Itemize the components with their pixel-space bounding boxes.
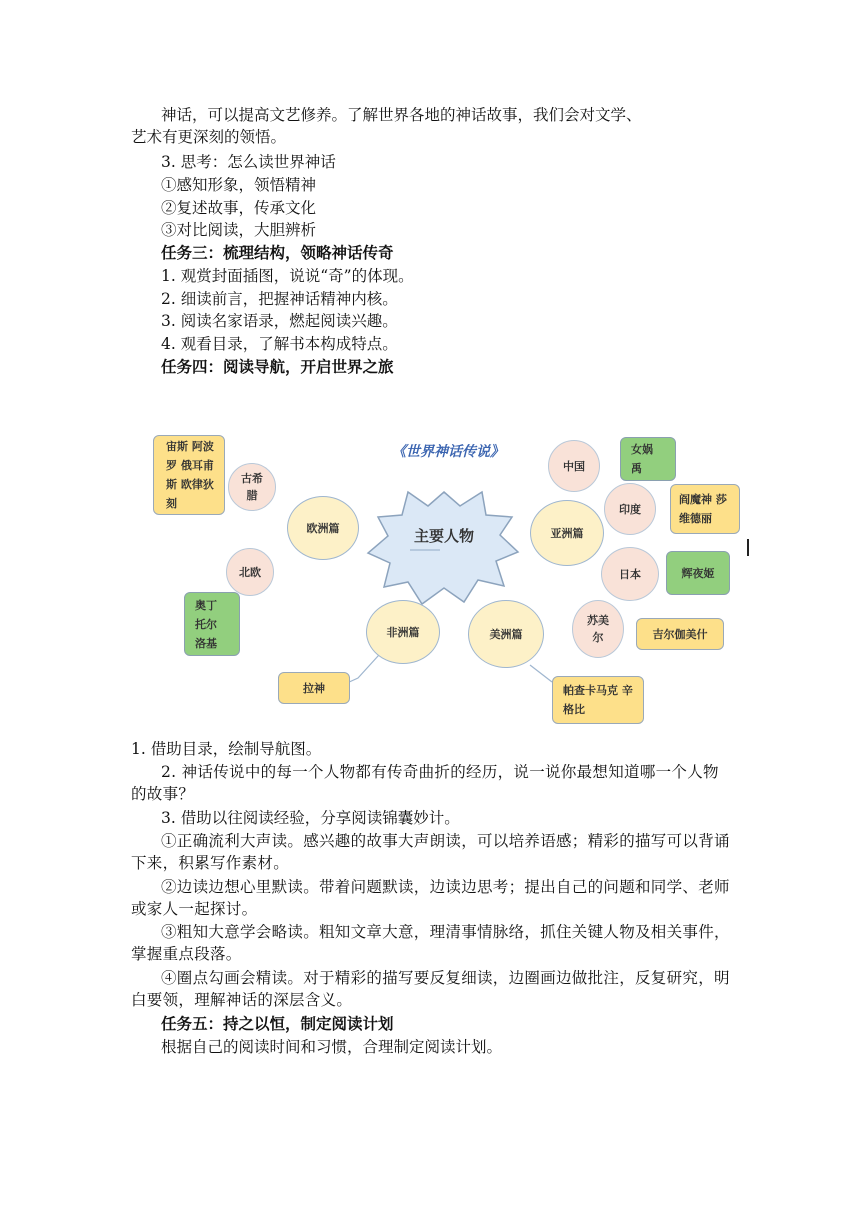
- america-circle: [468, 600, 544, 668]
- japan-people-label: 辉夜姬: [681, 567, 715, 580]
- paragraph-line: ③对比阅读，大胆辨析: [161, 221, 317, 239]
- greece-circle: [228, 463, 276, 511]
- north-europe-label: 北欧: [239, 566, 261, 579]
- sumer-circle: [572, 600, 624, 658]
- africa-people-box: [278, 672, 350, 704]
- japan-label: 日本: [619, 568, 641, 581]
- china-circle: [548, 440, 600, 492]
- north-europe-circle: [226, 548, 274, 596]
- paragraph: ④圈点勾画会精读。对于精彩的描写要反复细读，边圈画边做批注，反复研究，明白要领，理解神话的深层含义。: [131, 969, 730, 1009]
- america-people-label: 帕查卡马克 辛格比: [563, 684, 633, 716]
- sumer-label: 苏美尔: [587, 614, 609, 644]
- sumer-people-label: 吉尔伽美什: [652, 628, 708, 641]
- north-people-label: 奥丁 托尔 洛基: [195, 598, 217, 650]
- paragraph-line: 3. 思考：怎么读世界神话: [161, 153, 336, 171]
- paragraph-line: 2. 细读前言，把握神话精神内核。: [161, 290, 398, 308]
- mind-map-diagram: [140, 420, 760, 730]
- india-circle: [604, 483, 656, 535]
- india-people-label: 阎魔神 莎维德丽: [679, 493, 727, 525]
- china-people-label: 女娲 禹: [631, 443, 653, 475]
- task-heading: 任务五：持之以恒，制定阅读计划: [161, 1014, 394, 1033]
- america-label: 美洲篇: [489, 628, 523, 641]
- africa-circle: [366, 600, 440, 664]
- paragraph-line: 3. 借助以往阅读经验，分享阅读锦囊妙计。: [161, 809, 460, 827]
- paragraph-line: 神话，可以提高文艺修养。了解世界各地的神话故事，我们会对文学、: [161, 106, 642, 124]
- america-people-box: [552, 676, 644, 724]
- africa-label: 非洲篇: [386, 626, 420, 639]
- paragraph: 2. 神话传说中的每一个人物都有传奇曲折的经历，说一说你最想知道哪一个人物的故事？: [131, 763, 719, 803]
- greece-people-label: 宙斯 阿波罗 俄耳甫斯 欧律狄刻: [166, 440, 214, 510]
- asia-label: 亚洲篇: [550, 527, 584, 540]
- china-people-box: [620, 437, 676, 481]
- greece-label: 古希腊: [241, 472, 263, 502]
- paragraph-line: 1. 借助目录，绘制导航图。: [131, 740, 322, 758]
- paragraph: ①正确流利大声读。感兴趣的故事大声朗读，可以培养语感；精彩的描写可以背诵下来，积累写作素材。: [131, 832, 730, 872]
- japan-people-box: [666, 551, 730, 595]
- china-label: 中国: [563, 460, 585, 473]
- sumer-people-box: [636, 618, 724, 650]
- center-star: [368, 492, 518, 604]
- paragraph-line: 4. 观看目录，了解书本构成特点。: [161, 335, 398, 353]
- paragraph-line: ①感知形象，领悟精神: [161, 176, 317, 194]
- greece-people-box: [153, 435, 225, 515]
- paragraph-line: 根据自己的阅读时间和习惯，合理制定阅读计划。: [161, 1038, 503, 1056]
- paragraph: ③粗知大意学会略读。粗知文章大意，理清事情脉络，抓住关键人物及相关事件，掌握重点段落。: [131, 923, 730, 963]
- task-heading: 任务四：阅读导航，开启世界之旅: [161, 357, 394, 376]
- paragraph-line: 1. 观赏封面插图，说说“奇”的体现。: [161, 267, 414, 285]
- europe-circle: [287, 496, 359, 560]
- mind-map-title: 《世界神话传说》: [392, 444, 504, 460]
- japan-circle: [601, 547, 659, 601]
- center-label: 主要人物: [413, 526, 474, 545]
- paragraph: ②边读边想心里默读。带着问题默读，边读边思考；提出自己的问题和同学、老师或家人一起探讨。: [131, 878, 730, 918]
- paragraph-line: 艺术有更深刻的领悟。: [131, 128, 287, 146]
- africa-people-label: 拉神: [303, 682, 325, 695]
- paragraph-line: 3. 阅读名家语录，燃起阅读兴趣。: [161, 312, 398, 330]
- india-label: 印度: [619, 503, 641, 516]
- india-people-box: [670, 484, 740, 534]
- text-cursor: [747, 539, 749, 556]
- north-people-box: [184, 592, 240, 656]
- europe-label: 欧洲篇: [306, 522, 340, 535]
- asia-circle: [530, 500, 604, 566]
- task-heading: 任务三：梳理结构，领略神话传奇: [161, 243, 394, 262]
- paragraph-line: ②复述故事，传承文化: [161, 199, 317, 217]
